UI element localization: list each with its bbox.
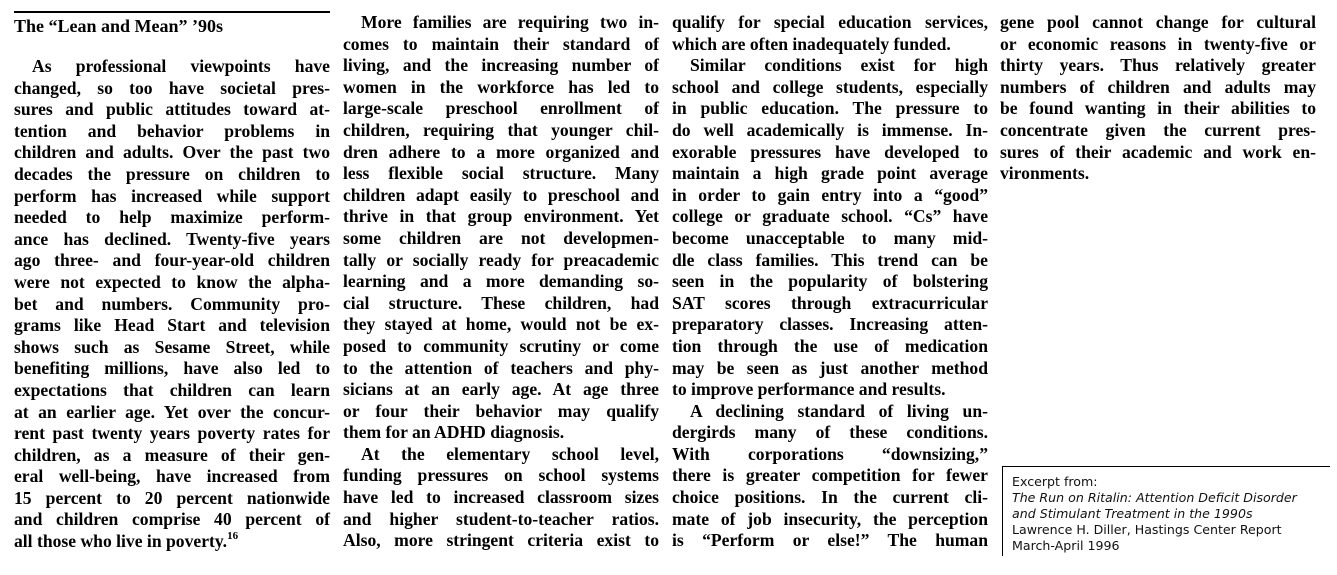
text-line: in order to gain entry into a “good” bbox=[672, 184, 988, 205]
text-line: comes to maintain their standard of bbox=[343, 33, 659, 54]
text-line: grams like Head Start and television bbox=[14, 315, 330, 336]
text-line: tion through the use of medication bbox=[672, 335, 988, 356]
text-line: At the elementary school level, bbox=[361, 443, 659, 464]
text-line: do well academically is immense. In- bbox=[672, 119, 988, 140]
text-line: dren adhere to a more organized and bbox=[343, 141, 659, 162]
text-line: preparatory classes. Increasing atten- bbox=[672, 314, 988, 335]
text-line: changed, so too have societal pres- bbox=[14, 77, 330, 98]
text-line: needed to help maximize perform- bbox=[14, 207, 330, 228]
excerpt-author: Lawrence H. Diller, Hastings Center Report bbox=[1012, 522, 1282, 537]
text-line bbox=[14, 531, 330, 553]
text-line: thirty years. Thus relatively greater bbox=[1000, 55, 1316, 76]
text-line: and higher student-to-teacher ratios. bbox=[343, 508, 659, 529]
text-line: some children are not developmen- bbox=[343, 227, 659, 248]
text-line: exorable pressures have developed to bbox=[672, 141, 988, 162]
text-line: in public education. The pressure to bbox=[672, 98, 988, 119]
text-line: is “Perform or else!” The human bbox=[672, 530, 988, 551]
text-line: numbers of children and adults may bbox=[1000, 76, 1316, 97]
text-line: there is greater competition for fewer bbox=[672, 465, 988, 486]
heading-rule bbox=[14, 11, 330, 13]
text-column-1 bbox=[14, 56, 330, 553]
text-line: As professional viewpoints have bbox=[32, 56, 330, 76]
text-line: children, requiring that younger chil- bbox=[343, 119, 659, 140]
text-line: they stayed at home, would not be ex- bbox=[343, 314, 659, 335]
text-line: were not expected to know the alpha- bbox=[14, 271, 330, 292]
footnote-ref: 16 bbox=[227, 530, 239, 543]
text-column-4 bbox=[1000, 12, 1316, 185]
text-line: school and college students, especially bbox=[672, 76, 988, 97]
text-line: may be seen as just another method bbox=[672, 357, 988, 378]
text-line: mate of job insecurity, the perception bbox=[672, 508, 988, 529]
text-line: funding pressures on school systems bbox=[343, 465, 659, 486]
text-line: sicians at an early age. At age three bbox=[343, 379, 659, 400]
text-line: Also, more stringent criteria exist to bbox=[343, 530, 659, 551]
text-line: gene pool cannot change for cultural bbox=[1000, 12, 1316, 32]
text-line: perform has increased while support bbox=[14, 185, 330, 206]
text-line: tally or socially ready for preacademic bbox=[343, 249, 659, 270]
text-line: children adapt easily to preschool and bbox=[343, 184, 659, 205]
text-line: learning and a more demanding so- bbox=[343, 271, 659, 292]
text-line: to improve performance and results. bbox=[672, 379, 946, 400]
text-line: bet and numbers. Community pro- bbox=[14, 293, 330, 314]
text-line: More families are requiring two in- bbox=[361, 12, 659, 32]
text-line: tention and behavior problems in bbox=[14, 120, 330, 141]
text-line: With corporations “downsizing,” bbox=[672, 443, 988, 464]
excerpt-date: March-April 1996 bbox=[1012, 538, 1120, 553]
text-line: have led to increased classroom sizes bbox=[343, 487, 659, 508]
text-line: them for an ADHD diagnosis. bbox=[343, 422, 565, 443]
text-line: women in the workforce has led to bbox=[343, 76, 659, 97]
text-line: at an earlier age. Yet over the concur- bbox=[14, 401, 330, 422]
text-line-content: all those who live in poverty. bbox=[14, 531, 228, 552]
text-line: college or graduate school. “Cs” have bbox=[672, 206, 988, 227]
text-line: cial structure. These children, had bbox=[343, 292, 659, 313]
text-line: concentrate given the current pres- bbox=[1000, 119, 1316, 140]
text-line: ago three- and four-year-old children bbox=[14, 250, 330, 271]
text-line: eral well-being, have increased from bbox=[14, 466, 330, 487]
text-line: large-scale preschool enrollment of bbox=[343, 98, 659, 119]
text-line: posed to community scrutiny or come bbox=[343, 335, 659, 356]
excerpt-label: Excerpt from: bbox=[1012, 474, 1098, 489]
text-line: children and adults. Over the past two bbox=[14, 142, 330, 163]
text-line: shows such as Sesame Street, while bbox=[14, 336, 330, 357]
text-line: qualify for special education services, bbox=[672, 12, 988, 32]
text-line: benefiting millions, have also led to bbox=[14, 358, 330, 379]
text-column-3 bbox=[672, 12, 988, 552]
excerpt-title-line-1: The Run on Ritalin: Attention Deficit Disorder bbox=[1012, 490, 1297, 505]
text-line: be found wanting in their abilities to bbox=[1000, 98, 1316, 119]
text-line: less flexible social structure. Many bbox=[343, 163, 659, 184]
text-line: sures of their academic and work en- bbox=[1000, 141, 1316, 162]
text-line: ance has declined. Twenty-five years bbox=[14, 228, 330, 249]
excerpt-title-line-2: and Stimulant Treatment in the 1990s bbox=[1012, 506, 1253, 521]
text-line: SAT scores through extracurricular bbox=[672, 292, 988, 313]
text-line: seen in the popularity of bolstering bbox=[672, 271, 988, 292]
text-line: living, and the increasing number of bbox=[343, 55, 659, 76]
text-line: dle class families. This trend can be bbox=[672, 249, 988, 270]
text-line: rent past twenty years poverty rates for bbox=[14, 423, 330, 444]
text-line: sures and public attitudes toward at- bbox=[14, 99, 330, 120]
excerpt-citation-box bbox=[1002, 466, 1330, 556]
text-line: or economic reasons in twenty-five or bbox=[1000, 33, 1316, 54]
text-line: expectations that children can learn bbox=[14, 379, 330, 400]
text-line: Similar conditions exist for high bbox=[690, 55, 988, 76]
text-line: children, as a measure of their gen- bbox=[14, 444, 330, 465]
text-column-2 bbox=[343, 12, 659, 552]
text-line: and children comprise 40 percent of bbox=[14, 509, 330, 530]
text-line: to the attention of teachers and phy- bbox=[343, 357, 659, 378]
text-line: decades the pressure on children to bbox=[14, 163, 330, 184]
text-line: thrive in that group environment. Yet bbox=[343, 206, 659, 227]
text-line: 15 percent to 20 percent nationwide bbox=[14, 487, 330, 508]
text-line: maintain a high grade point average bbox=[672, 163, 988, 184]
text-line: vironments. bbox=[1000, 163, 1090, 184]
text-line: or four their behavior may qualify bbox=[343, 400, 659, 421]
text-line: dergirds many of these conditions. bbox=[672, 422, 988, 443]
section-heading: The “Lean and Mean” ’90s bbox=[14, 16, 224, 36]
text-line: become unacceptable to many mid- bbox=[672, 227, 988, 248]
text-line: choice positions. In the current cli- bbox=[672, 487, 988, 508]
text-line: which are often inadequately funded. bbox=[672, 33, 951, 54]
text-line: A declining standard of living un- bbox=[690, 400, 988, 421]
